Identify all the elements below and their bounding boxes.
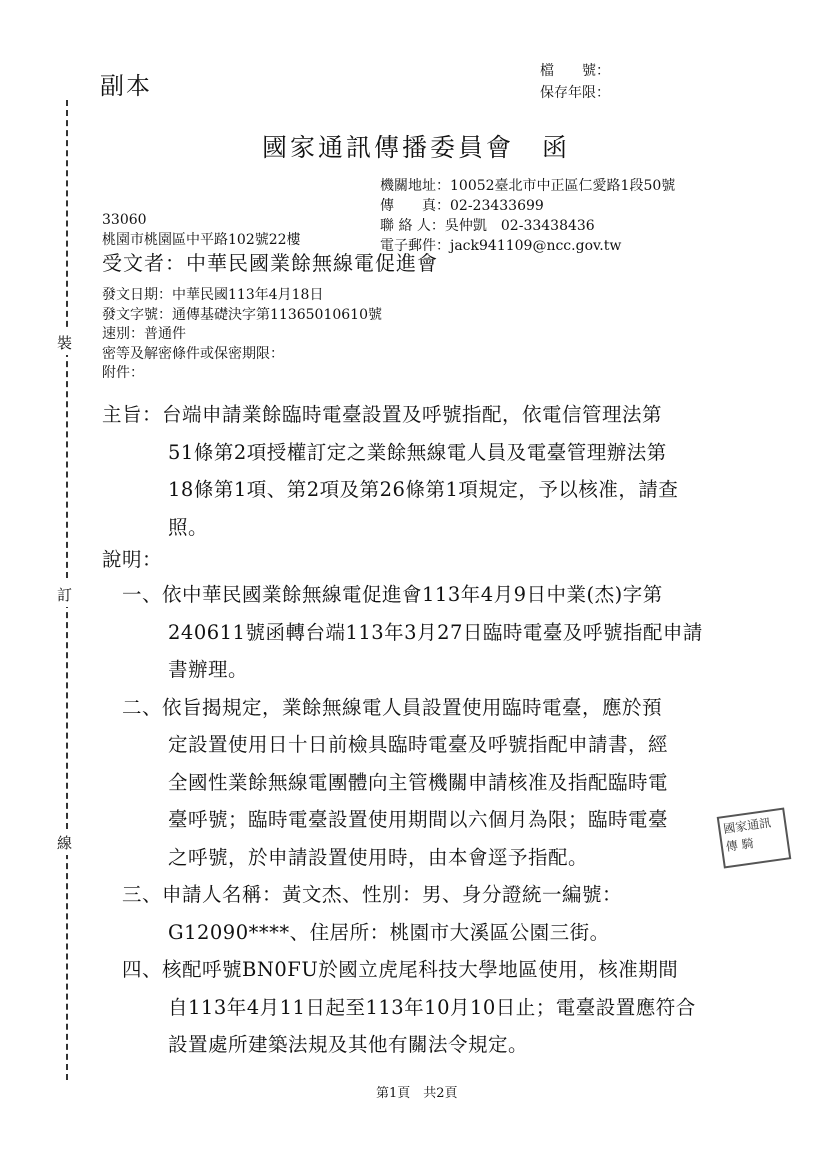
item-1-line: 一、依中華民國業餘無線電促進會113年4月9日中業(杰)字第 [122, 583, 663, 606]
sender-fax: 傳 真：02-23433699 [380, 198, 544, 214]
issue-date: 發文日期：中華民國113年4月18日 [102, 287, 324, 303]
file-info [540, 60, 780, 104]
explanation-items [122, 576, 703, 1064]
sender-contact: 聯 絡 人：吳仲凱 02-33438436 [380, 218, 595, 234]
recipient-address: 桃園市桃園區中平路102號22樓 [102, 232, 301, 248]
seal-stamp: 國家通訊傳 騎 [717, 808, 792, 869]
copy-mark: 副本 [100, 72, 152, 100]
binding-mark-middle: 訂 [57, 582, 72, 607]
item-2-line: 二、依旨揭規定，業餘無線電人員設置使用臨時電臺，應於預 [122, 695, 663, 719]
binding-mark-top: 裝 [57, 330, 72, 355]
item-4-line: 四、核配呼號BN0FU於國立虎尾科技大學地區使用，核准期間 [122, 958, 679, 981]
subject-paragraph [102, 396, 678, 546]
explanation-heading: 說明： [102, 548, 163, 571]
reference-number: 發文字號：通傳基礎決字第11365010610號 [102, 306, 382, 323]
item-1-line: 書辦理。 [168, 658, 249, 681]
document-meta [102, 286, 382, 384]
item-2-line: 定設置使用日十日前檢具臨時電臺及呼號指配申請書，經 [168, 733, 669, 756]
recipient-address-block [102, 210, 301, 250]
subject-line: 18條第1項、第2項及第26條第1項規定，予以核准，請查 [168, 478, 679, 501]
subject-line: 照。 [168, 515, 209, 539]
delivery-speed: 速別：普通件 [102, 326, 186, 342]
subject-line: 主旨：台端申請業餘臨時電臺設置及呼號指配，依電信管理法第 [102, 403, 663, 426]
item-2-line: 臺呼號；臨時電臺設置使用期間以六個月為限；臨時電臺 [168, 808, 669, 831]
item-2-line: 全國性業餘無線電團體向主管機關申請核准及指配臨時電 [168, 770, 669, 794]
sender-address: 機關地址：10052臺北市中正區仁愛路1段50號 [380, 178, 676, 194]
item-3-line: G12090****、住居所：桃園市大溪區公園三街。 [168, 920, 610, 944]
subject-line: 51條第2項授權訂定之業餘無線電人員及電臺管理辦法第 [168, 440, 667, 464]
recipient: 受文者：中華民國業餘無線電促進會 [102, 251, 438, 275]
item-3-line: 三、申請人名稱：黃文杰、性別：男、身分證統一編號： [122, 883, 623, 906]
sender-info [380, 176, 675, 256]
page-number: 第1頁 共2頁 [376, 1086, 458, 1101]
retention-label: 保存年限： [540, 85, 610, 101]
binding-mark-bottom: 線 [57, 830, 72, 855]
attachment: 附件： [102, 365, 144, 381]
item-1-line: 240611號函轉台端113年3月27日臨時電臺及呼號指配申請 [168, 620, 703, 644]
recipient-postcode: 33060 [102, 212, 147, 228]
file-number-label: 檔 號： [540, 63, 610, 79]
item-2-line: 之呼號，於申請設置使用時，由本會逕予指配。 [168, 845, 589, 869]
item-4-line: 自113年4月11日起至113年10月10日止；電臺設置應符合 [168, 995, 696, 1019]
classification: 密等及解密條件或保密期限： [102, 345, 284, 362]
item-4-line: 設置處所建築法規及其他有關法令規定。 [168, 1033, 529, 1056]
document-title: 國家通訊傳播委員會 函 [262, 133, 571, 162]
sender-email: 電子郵件：jack941109@ncc.gov.tw [380, 238, 622, 254]
